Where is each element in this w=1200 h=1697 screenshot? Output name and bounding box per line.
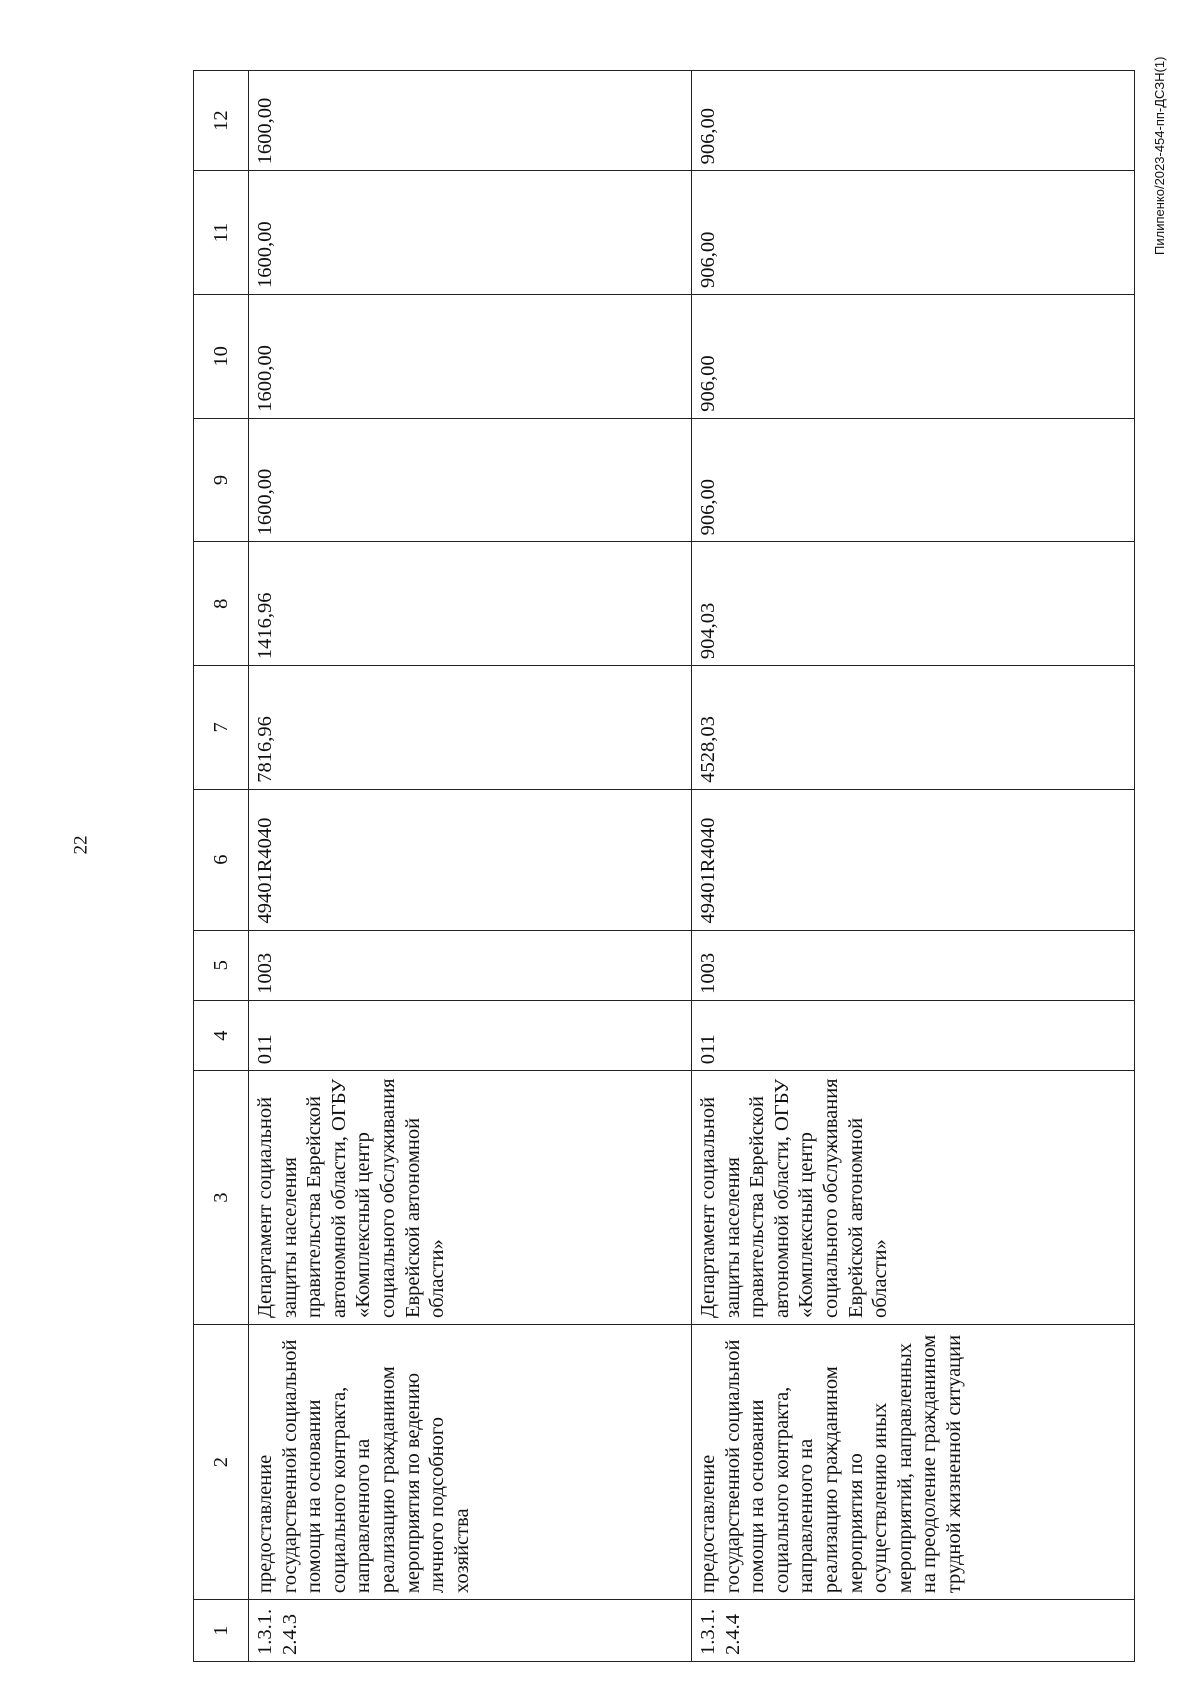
responsible-executor: Департамент социальной защиты населения правительства Еврейской автономной области, ОГБУ «Комплексный центр социального обслуживания Еврейской автономной области»	[692, 1071, 1135, 1325]
table-row	[692, 71, 1135, 1662]
column-header: 5	[194, 930, 249, 1000]
footer-document-reference: Пилипенко/2023-454-пп-ДСЗН(1)	[1152, 56, 1167, 255]
column-header: 1	[194, 1600, 249, 1662]
table-container	[193, 70, 1113, 1662]
rotated-page-content	[193, 37, 1113, 1697]
column-header: 3	[194, 1071, 249, 1325]
amount-year: 1600,00	[249, 295, 692, 419]
column-header: 6	[194, 789, 249, 930]
responsible-executor: Департамент социальной защиты населения правительства Еврейской автономной области, ОГБУ «Комплексный центр социального обслуживания Еврейской автономной области»	[249, 1071, 692, 1325]
amount-year: 906,00	[692, 171, 1135, 295]
budget-code-section: 1003	[692, 930, 1135, 1000]
column-header: 7	[194, 666, 249, 790]
column-header: 12	[194, 71, 249, 171]
amount-year: 906,00	[692, 418, 1135, 542]
table-row	[249, 71, 692, 1662]
amount-year: 906,00	[692, 295, 1135, 419]
budget-code-grbs: 011	[692, 1000, 1135, 1070]
column-header: 2	[194, 1325, 249, 1600]
item-code: 1.3.1. 2.4.4	[692, 1600, 1135, 1662]
amount-year: 1600,00	[249, 171, 692, 295]
budget-code-section: 1003	[249, 930, 692, 1000]
column-header: 10	[194, 295, 249, 419]
column-header: 8	[194, 542, 249, 666]
amount-year: 904,03	[692, 542, 1135, 666]
activity-description: предоставление государственной социальной помощи на основании социального контракта, направленного на реализацию гражданином мероприятия по ведению личного подсобного хозяйства	[249, 1325, 692, 1600]
amount-total: 7816,96	[249, 666, 692, 790]
column-number-row	[194, 71, 249, 1662]
column-header: 9	[194, 418, 249, 542]
page-number: 22	[70, 835, 92, 855]
program-activities-table	[193, 70, 1135, 1662]
amount-year: 1416,96	[249, 542, 692, 666]
column-header: 11	[194, 171, 249, 295]
budget-code-target: 49401R4040	[692, 789, 1135, 930]
amount-year: 1600,00	[249, 71, 692, 171]
amount-year: 906,00	[692, 71, 1135, 171]
budget-code-grbs: 011	[249, 1000, 692, 1070]
item-code: 1.3.1. 2.4.3	[249, 1600, 692, 1662]
column-header: 4	[194, 1000, 249, 1070]
budget-code-target: 49401R4040	[249, 789, 692, 930]
activity-description: предоставление государственной социальной помощи на основании социального контракта, направленного на реализацию гражданином мероприятия по осуществлению иных мероприятий, направленных на преодоление гражданином трудной жизненной ситуации	[692, 1325, 1135, 1600]
amount-year: 1600,00	[249, 418, 692, 542]
amount-total: 4528,03	[692, 666, 1135, 790]
